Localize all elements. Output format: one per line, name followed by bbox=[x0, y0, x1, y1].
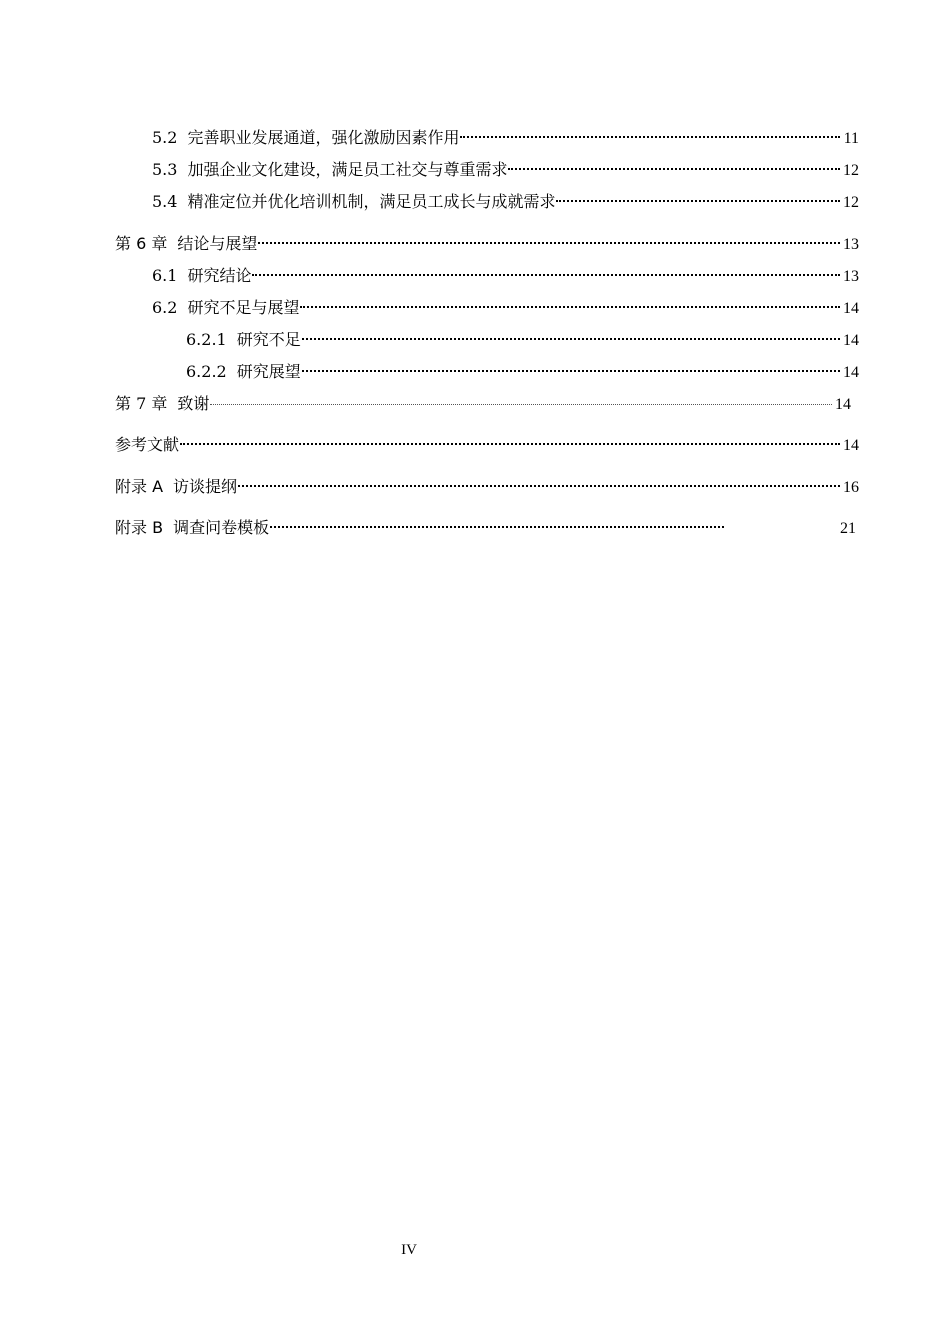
toc-entry-page: 14 bbox=[843, 437, 859, 454]
toc-entry-title: 访谈提纲 bbox=[173, 477, 238, 496]
toc-entry-page: 11 bbox=[843, 130, 859, 147]
toc-dot-leader bbox=[508, 153, 840, 175]
toc-entry-title: 研究结论 bbox=[187, 266, 252, 285]
toc-entry-appendix-b[interactable] bbox=[115, 511, 856, 537]
toc-entry-page: 14 bbox=[843, 332, 859, 349]
toc-dot-leader bbox=[252, 259, 840, 281]
toc-dot-leader bbox=[556, 185, 840, 207]
toc-entry-appendix-a[interactable] bbox=[115, 470, 859, 496]
toc-entry-page: 14 bbox=[843, 364, 859, 381]
toc-entry-title: 精准定位并优化培训机制，满足员工成长与成就需求 bbox=[187, 192, 556, 211]
toc-dot-leader bbox=[238, 470, 840, 492]
toc-entry-6-2-1[interactable] bbox=[186, 323, 859, 349]
toc-entry-5-3[interactable] bbox=[152, 153, 859, 179]
toc-entry-page: 12 bbox=[843, 194, 859, 211]
toc-entry-title: 加强企业文化建设，满足员工社交与尊重需求 bbox=[187, 160, 508, 179]
toc-dot-leader bbox=[180, 428, 840, 450]
toc-entry-number: 5.2 bbox=[152, 128, 178, 147]
toc-entry-title: 结论与展望 bbox=[177, 234, 258, 253]
toc-entry-title: 参考文献 bbox=[115, 435, 180, 454]
toc-entry-page: 21 bbox=[840, 520, 856, 537]
toc-entry-chapter-7[interactable] bbox=[115, 387, 851, 413]
toc-entry-number: 附录 B bbox=[115, 518, 164, 537]
toc-entry-page: 16 bbox=[843, 479, 859, 496]
toc-entry-page: 12 bbox=[843, 162, 859, 179]
toc-entry-number: 6.2.1 bbox=[186, 330, 227, 349]
toc-entry-6-2[interactable] bbox=[152, 291, 859, 317]
toc-entry-title: 完善职业发展通道，强化激励因素作用 bbox=[187, 128, 460, 147]
toc-entry-number: 6.2.2 bbox=[186, 362, 227, 381]
page-number-footer: IV bbox=[401, 1242, 417, 1258]
toc-dot-leader bbox=[300, 291, 840, 313]
toc-dot-leader bbox=[302, 355, 840, 377]
toc-entry-page: 14 bbox=[843, 300, 859, 317]
toc-entry-number: 5.3 bbox=[152, 160, 178, 179]
toc-entry-number: 6.2 bbox=[152, 298, 178, 317]
toc-dot-leader bbox=[258, 227, 840, 249]
toc-entry-5-4[interactable] bbox=[152, 185, 859, 211]
toc-entry-title: 调查问卷模板 bbox=[173, 518, 270, 537]
toc-entry-title: 研究展望 bbox=[236, 362, 301, 381]
toc-entry-number: 第 6 章 bbox=[115, 234, 168, 253]
toc-entry-page: 13 bbox=[843, 236, 859, 253]
toc-dot-leader bbox=[270, 511, 724, 533]
toc-entry-chapter-6[interactable] bbox=[115, 227, 859, 253]
toc-dot-leader bbox=[460, 121, 840, 143]
toc-entry-page: 14 bbox=[835, 396, 851, 413]
toc-entry-5-2[interactable] bbox=[152, 121, 859, 147]
toc-entry-number: 5.4 bbox=[152, 192, 178, 211]
toc-dot-leader bbox=[302, 323, 840, 345]
toc-entry-number: 6.1 bbox=[152, 266, 178, 285]
toc-entry-number: 附录 A bbox=[115, 477, 164, 496]
toc-entry-6-1[interactable] bbox=[152, 259, 859, 285]
toc-entry-title: 研究不足 bbox=[236, 330, 301, 349]
toc-entry-page: 13 bbox=[843, 268, 859, 285]
toc-entry-number: 第 7 章 bbox=[115, 394, 168, 413]
toc-entry-6-2-2[interactable] bbox=[186, 355, 859, 381]
toc-entry-references[interactable] bbox=[115, 428, 859, 454]
toc-entry-title: 研究不足与展望 bbox=[187, 298, 300, 317]
toc-dot-leader bbox=[210, 387, 832, 409]
toc-entry-title: 致谢 bbox=[177, 394, 210, 413]
